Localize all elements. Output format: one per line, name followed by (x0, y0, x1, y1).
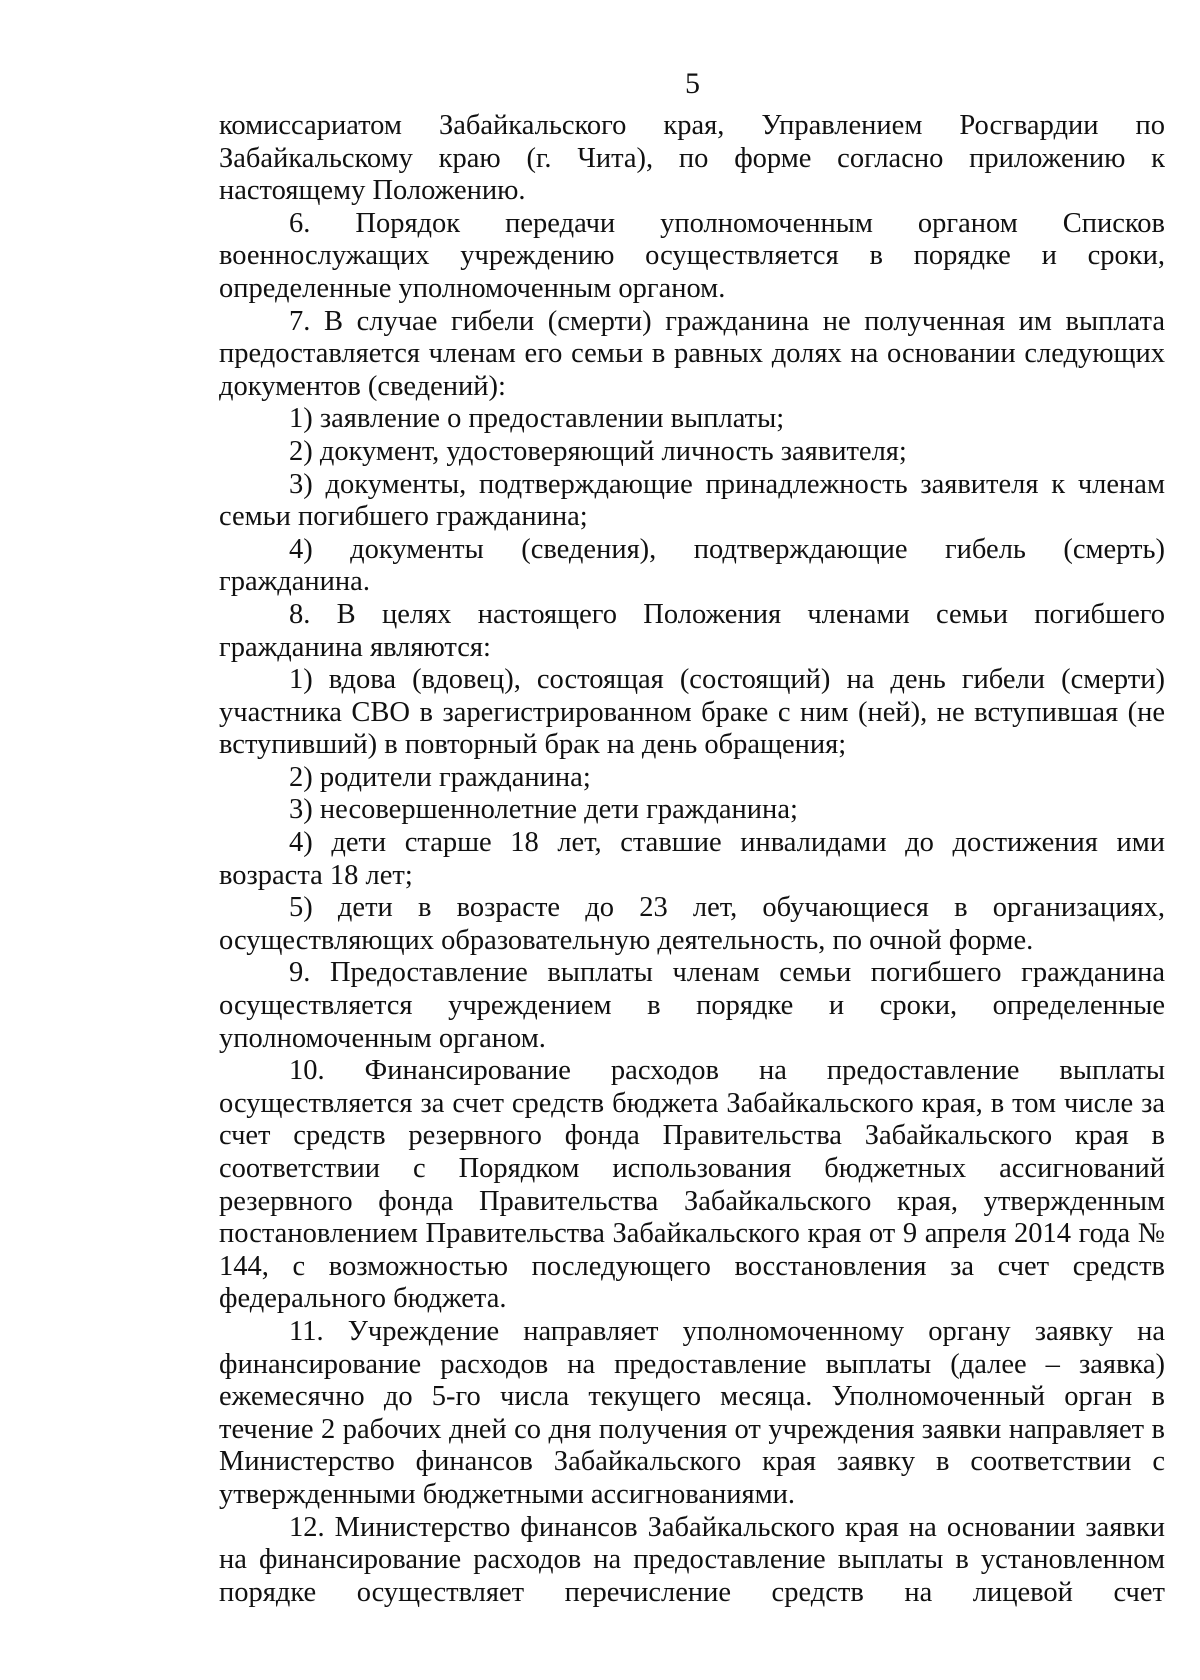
list-item-8-3: 3) несовершеннолетние дети гражданина; (289, 794, 798, 826)
list-item-8-1: 1) вдова (вдовец), состоящая (состоящий) на день гибели (смерти) участника СВО в зарегистрированном браке с ним (ней), не вступившая (не вступивший) в повторный брак на день обращения; (219, 664, 1165, 761)
page-number: 5 (685, 67, 700, 100)
paragraph-6: 6. Порядок передачи уполномоченным органом Списков военнослужащих учреждению осуществляется в порядке и сроки, определенные уполномоченным органом. (219, 207, 1165, 304)
paragraph-12: 12. Министерство финансов Забайкальского края на основании заявки на финансирование расходов на предоставление выплаты в установленном порядке осуществляет перечисление средств на лицевой счет (219, 1511, 1165, 1608)
list-item-7-3: 3) документы, подтверждающие принадлежность заявителя к членам семьи погибшего гражданина; (219, 468, 1165, 533)
paragraph-11: 11. Учреждение направляет уполномоченному органу заявку на финансирование расходов на предоставление выплаты (далее – заявка) ежемесячно до 5-го числа текущего месяца. Уполномоченный орган в течение 2 рабочих дней со дня получения от учреждения заявки направляет в Министерство финансов Забайкальского края заявку в соответствии с утвержденными бюджетными ассигнованиями. (219, 1315, 1165, 1510)
paragraph-continuation: комиссариатом Забайкальского края, Управлением Росгвардии по Забайкальскому краю (г. Чита), по форме согласно приложению к настоящему Положению. (219, 110, 1165, 207)
paragraph-9: 9. Предоставление выплаты членам семьи погибшего гражданина осуществляется учреждением в порядке и сроки, определенные уполномоченным органом. (219, 957, 1165, 1054)
paragraph-8: 8. В целях настоящего Положения членами семьи погибшего гражданина являются: (219, 598, 1165, 663)
paragraph-7: 7. В случае гибели (смерти) гражданина не полученная им выплата предоставляется членам его семьи в равных долях на основании следующих документов (сведений): (219, 305, 1165, 402)
list-item-8-2: 2) родители гражданина; (289, 761, 591, 793)
paragraph-10: 10. Финансирование расходов на предоставление выплаты осуществляется за счет средств бюджета Забайкальского края, в том числе за счет средств резервного фонда Правительства Забайкальского края в соответствии с Порядком использования бюджетных ассигнований резервного фонда Правительства Забайкальского края, утвержденным постановлением Правительства Забайкальского края от 9 апреля 2014 года № 144, с возможностью последующего восстановления за счет средств федерального бюджета. (219, 1055, 1165, 1315)
list-item-8-4: 4) дети старше 18 лет, ставшие инвалидами до достижения ими возраста 18 лет; (219, 827, 1165, 891)
document-body (219, 110, 1165, 1609)
list-item-7-1: 1) заявление о предоставлении выплаты; (289, 403, 785, 435)
list-item-7-2: 2) документ, удостоверяющий личность заявителя; (289, 435, 907, 467)
list-item-7-4: 4) документы (сведения), подтверждающие гибель (смерть) гражданина. (219, 533, 1165, 598)
list-item-8-5: 5) дети в возрасте до 23 лет, обучающиеся в организациях, осуществляющих образовательную деятельность, по очной форме. (219, 892, 1165, 956)
